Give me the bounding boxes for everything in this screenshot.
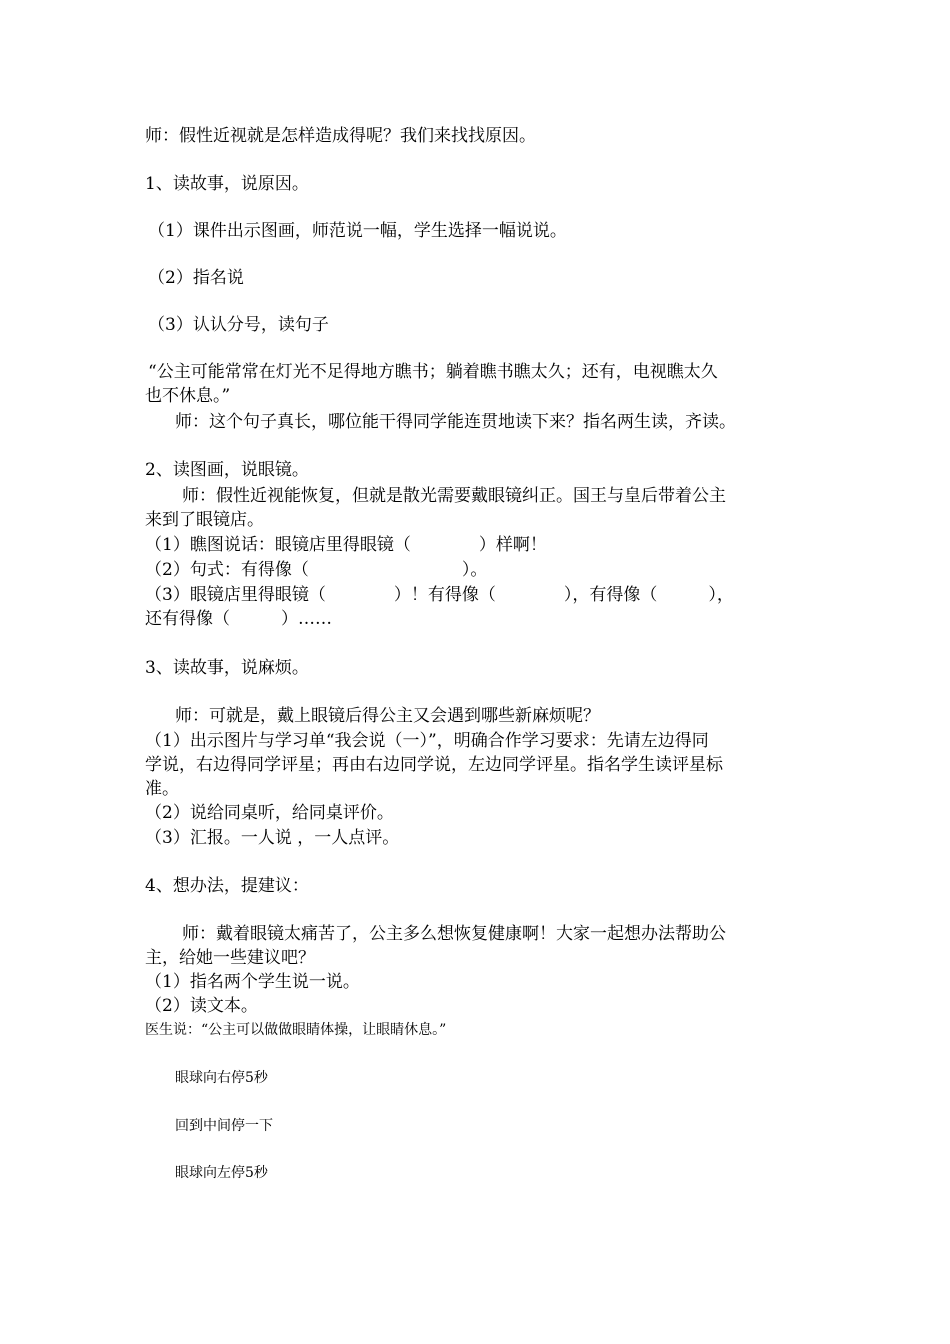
eye-exercise-left: 眼球向左停5秒 [175, 1165, 268, 1181]
section-3-heading: 3、读故事，说麻烦。 [145, 658, 309, 678]
eye-exercise-right: 眼球向右停5秒 [175, 1070, 268, 1086]
step-1-2: （2）指名说 [148, 268, 244, 288]
teacher-sentence-comment: 师：这个句子真长，哪位能干得同学能连贯地读下来？指名两生读，齐读。 [175, 412, 736, 432]
step-3-1-line-2: 学说，右边得同学评星；再由右边同学说，左边同学评星。指名学生读评星标 [145, 755, 723, 775]
step-1-3: （3）认认分号，读句子 [148, 315, 329, 335]
step-2-3-line-1: （3）眼镜店里得眼镜（ ）！有得像（ ），有得像（ ）， [145, 585, 734, 605]
step-1-1: （1）课件出示图画，师范说一幅，学生选择一幅说说。 [148, 221, 567, 241]
teacher-glasses-intro-line-2: 来到了眼镜店。 [145, 510, 264, 530]
step-2-1: （1）瞧图说话：眼镜店里得眼镜（ ）样啊！ [145, 535, 547, 555]
doctor-says: 医生说：“公主可以做做眼睛体操，让眼睛休息。” [145, 1022, 447, 1038]
step-4-2: （2）读文本。 [145, 996, 258, 1016]
quoted-sentence-line-1: “公主可能常常在灯光不足得地方瞧书；躺着瞧书瞧太久；还有，电视瞧太久 [148, 362, 718, 382]
teacher-question-cause: 师：假性近视就是怎样造成得呢？我们来找找原因。 [145, 126, 536, 146]
teacher-new-trouble: 师：可就是，戴上眼镜后得公主又会遇到哪些新麻烦呢？ [175, 706, 600, 726]
teacher-suggestion-line-2: 主，给她一些建议吧？ [145, 948, 315, 968]
section-4-heading: 4、想办法，提建议： [145, 876, 309, 896]
step-3-3: （3）汇报。一人说 ，一人点评。 [145, 828, 400, 848]
quoted-sentence-line-2: 也不休息。” [145, 386, 231, 406]
eye-exercise-center: 回到中间停一下 [175, 1118, 273, 1134]
step-2-2: （2）句式：有得像（ ）。 [145, 560, 488, 580]
section-1-heading: 1、读故事，说原因。 [145, 174, 309, 194]
step-3-1-line-1: （1）出示图片与学习单“我会说（一）”，明确合作学习要求：先请左边得同 [145, 731, 709, 751]
section-2-heading: 2、读图画，说眼镜。 [145, 460, 309, 480]
step-2-3-line-2: 还有得像（ ）…… [145, 609, 332, 629]
step-3-2: （2）说给同桌听，给同桌评价。 [145, 803, 394, 823]
teacher-suggestion-line-1: 师：戴着眼镜太痛苦了，公主多么想恢复健康啊！大家一起想办法帮助公 [182, 924, 726, 944]
step-4-1: （1）指名两个学生说一说。 [145, 972, 360, 992]
teacher-glasses-intro-line-1: 师：假性近视能恢复，但就是散光需要戴眼镜纠正。国王与皇后带着公主 [182, 486, 726, 506]
step-3-1-line-3: 准。 [145, 779, 179, 799]
